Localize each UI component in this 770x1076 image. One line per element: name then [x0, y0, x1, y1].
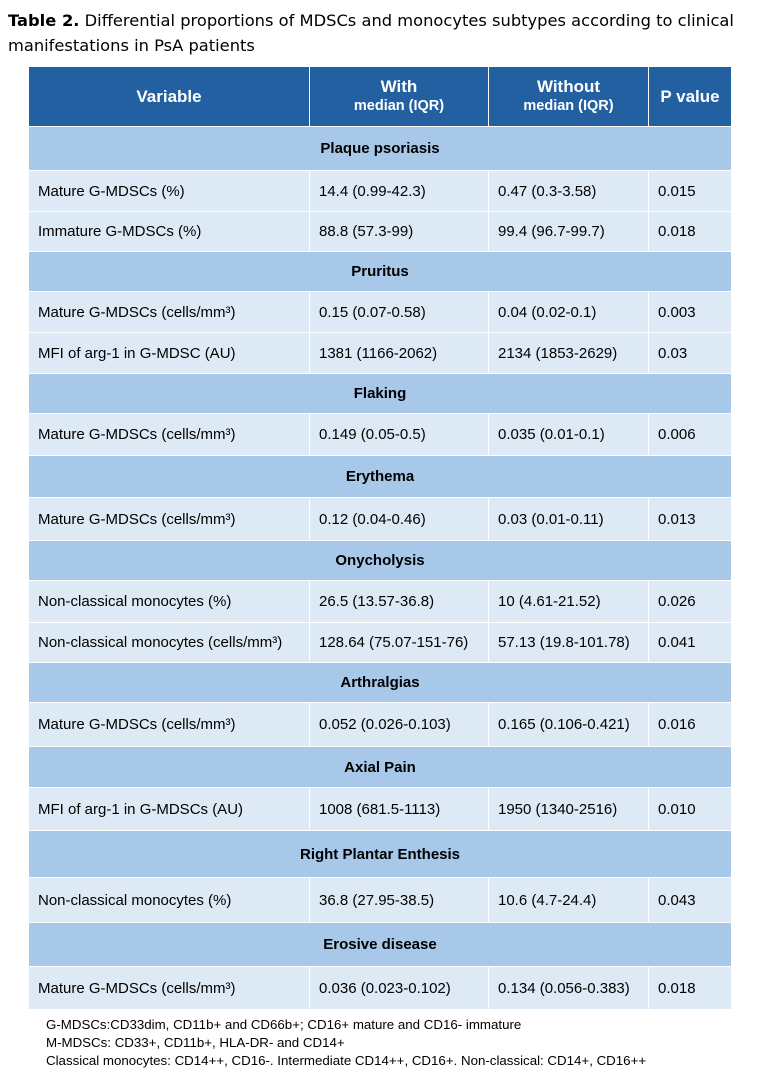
table-row [29, 333, 732, 374]
cell-without: 0.134 (0.056-0.383) [489, 967, 649, 1010]
section-row [29, 831, 732, 878]
cell-variable: Mature G-MDSCs (%) [29, 171, 310, 212]
cell-with: 0.12 (0.04-0.46) [310, 498, 489, 541]
cell-with: 14.4 (0.99-42.3) [310, 171, 489, 212]
header-without [489, 67, 649, 127]
cell-without: 2134 (1853-2629) [489, 333, 649, 374]
cell-pvalue: 0.003 [649, 292, 732, 333]
cell-without: 0.03 (0.01-0.11) [489, 498, 649, 541]
section-title: Arthralgias [29, 663, 732, 703]
cell-without: 0.04 (0.02-0.1) [489, 292, 649, 333]
cell-pvalue: 0.018 [649, 212, 732, 252]
cell-with: 0.15 (0.07-0.58) [310, 292, 489, 333]
header-without-title: Without [536, 77, 601, 96]
table-header-row [29, 67, 732, 127]
section-row [29, 456, 732, 498]
header-variable: Variable [29, 67, 310, 127]
table-row [29, 292, 732, 333]
footnote: Classical monocytes: CD14++, CD16-. Intermediate CD14++, CD16+. Non-classical: CD14+, CD16++ [46, 1053, 647, 1068]
cell-without: 10 (4.61-21.52) [489, 581, 649, 623]
cell-variable: Non-classical monocytes (%) [29, 878, 310, 923]
table-row [29, 623, 732, 663]
cell-with: 0.036 (0.023-0.102) [310, 967, 489, 1010]
table-row [29, 878, 732, 923]
header-with-title: With [380, 77, 418, 96]
cell-without: 1950 (1340-2516) [489, 788, 649, 831]
cell-variable: MFI of arg-1 in G-MDSCs (AU) [29, 788, 310, 831]
cell-variable: Immature G-MDSCs (%) [29, 212, 310, 252]
section-row [29, 252, 732, 292]
cell-variable: MFI of arg-1 in G-MDSC (AU) [29, 333, 310, 374]
cell-with: 1381 (1166-2062) [310, 333, 489, 374]
cell-pvalue: 0.026 [649, 581, 732, 623]
cell-pvalue: 0.041 [649, 623, 732, 663]
footnote: M-MDSCs: CD33+, CD11b+, HLA-DR- and CD14+ [46, 1035, 345, 1050]
header-pvalue: P value [649, 67, 732, 127]
cell-without: 99.4 (96.7-99.7) [489, 212, 649, 252]
cell-pvalue: 0.013 [649, 498, 732, 541]
table-row [29, 581, 732, 623]
section-title: Axial Pain [29, 747, 732, 788]
cell-variable: Non-classical monocytes (%) [29, 581, 310, 623]
cell-without: 0.165 (0.106-0.421) [489, 703, 649, 747]
cell-with: 26.5 (13.57-36.8) [310, 581, 489, 623]
footnote: G-MDSCs:CD33dim, CD11b+ and CD66b+; CD16+ mature and CD16- immature [46, 1017, 522, 1032]
cell-pvalue: 0.015 [649, 171, 732, 212]
cell-variable: Mature G-MDSCs (cells/mm³) [29, 414, 310, 456]
table-row [29, 414, 732, 456]
table-caption [8, 8, 768, 58]
cell-without: 10.6 (4.7-24.4) [489, 878, 649, 923]
results-table [28, 66, 732, 1010]
section-title: Pruritus [29, 252, 732, 292]
table-row [29, 212, 732, 252]
section-title: Onycholysis [29, 541, 732, 581]
section-title: Flaking [29, 374, 732, 414]
header-with-subtitle: median (IQR) [353, 98, 445, 114]
section-row [29, 923, 732, 967]
cell-without: 57.13 (19.8-101.78) [489, 623, 649, 663]
table-row [29, 788, 732, 831]
cell-with: 0.052 (0.026-0.103) [310, 703, 489, 747]
header-without-subtitle: median (IQR) [523, 98, 614, 114]
cell-with: 128.64 (75.07-151-76) [310, 623, 489, 663]
cell-pvalue: 0.018 [649, 967, 732, 1010]
cell-pvalue: 0.010 [649, 788, 732, 831]
header-with [310, 67, 489, 127]
cell-variable: Mature G-MDSCs (cells/mm³) [29, 703, 310, 747]
cell-variable: Mature G-MDSCs (cells/mm³) [29, 967, 310, 1010]
table-row [29, 171, 732, 212]
section-title: Right Plantar Enthesis [29, 831, 732, 878]
cell-variable: Mature G-MDSCs (cells/mm³) [29, 498, 310, 541]
cell-with: 36.8 (27.95-38.5) [310, 878, 489, 923]
cell-with: 88.8 (57.3-99) [310, 212, 489, 252]
section-row [29, 747, 732, 788]
table-row [29, 703, 732, 747]
table-row [29, 967, 732, 1010]
cell-pvalue: 0.03 [649, 333, 732, 374]
cell-pvalue: 0.043 [649, 878, 732, 923]
section-title: Erosive disease [29, 923, 732, 967]
cell-variable: Non-classical monocytes (cells/mm³) [29, 623, 310, 663]
cell-pvalue: 0.016 [649, 703, 732, 747]
table-body [29, 127, 732, 1010]
cell-without: 0.47 (0.3-3.58) [489, 171, 649, 212]
caption-label: Table 2. [8, 11, 80, 30]
section-row [29, 374, 732, 414]
cell-with: 0.149 (0.05-0.5) [310, 414, 489, 456]
section-row [29, 541, 732, 581]
section-row [29, 127, 732, 171]
table-row [29, 498, 732, 541]
section-title: Plaque psoriasis [29, 127, 732, 171]
caption-text: Differential proportions of MDSCs and monocytes subtypes according to clinical manifestations in PsA patients [8, 11, 734, 55]
cell-without: 0.035 (0.01-0.1) [489, 414, 649, 456]
cell-with: 1008 (681.5-1113) [310, 788, 489, 831]
footnotes [46, 1016, 646, 1070]
section-title: Erythema [29, 456, 732, 498]
cell-variable: Mature G-MDSCs (cells/mm³) [29, 292, 310, 333]
section-row [29, 663, 732, 703]
cell-pvalue: 0.006 [649, 414, 732, 456]
